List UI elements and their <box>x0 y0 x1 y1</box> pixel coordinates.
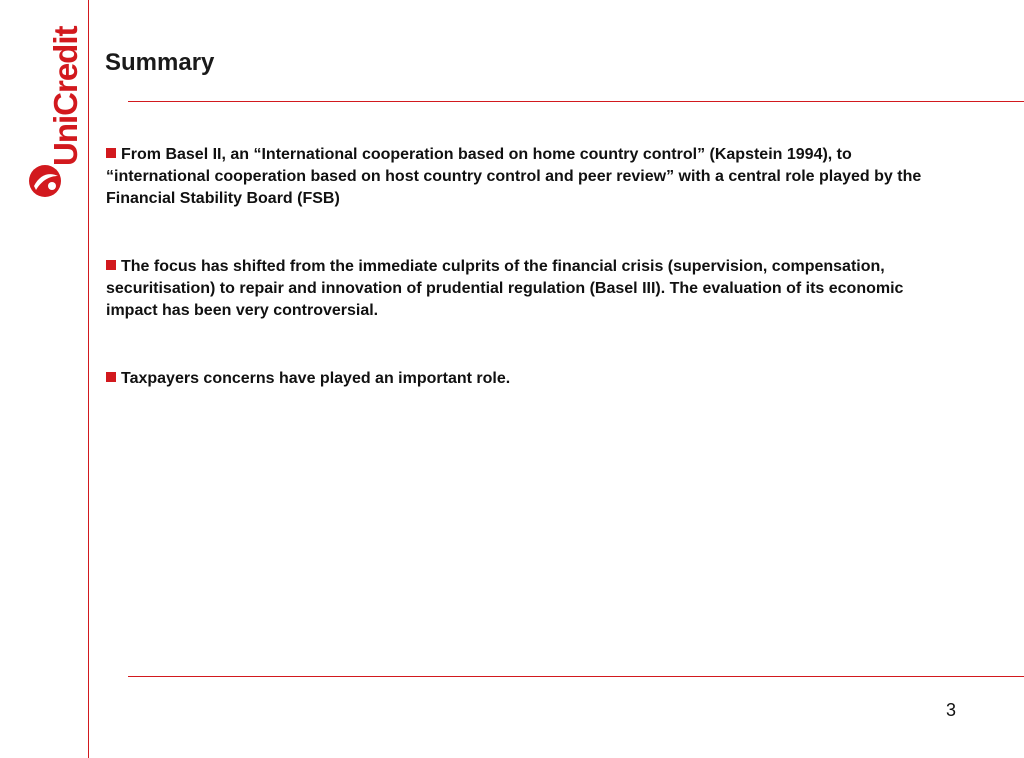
logo-wordmark: UniCredit <box>47 26 84 166</box>
page-number: 3 <box>946 700 957 720</box>
bullet-text: The focus has shifted from the immediate culprits of the financial crisis (supervision, compensation, securitisation) to repair and innovation of prudential regulation (Basel III). The evaluation of its economic impact has been very controversial. <box>106 258 904 319</box>
unicredit-logo-mark-icon <box>28 164 62 198</box>
bullet-text: From Basel II, an “International cooperation based on home country control” (Kapstein 1994), to “international cooperation based on host country control and peer review” with a central role played by the Financial Stability Board (FSB) <box>106 146 922 207</box>
page-title: Summary <box>105 49 215 76</box>
bullet-item <box>106 256 956 322</box>
bullet-text: Taxpayers concerns have played an important role. <box>121 370 511 387</box>
red-square-bullet-icon <box>106 260 116 270</box>
unicredit-logo <box>18 26 84 200</box>
footer-divider <box>128 676 1024 677</box>
bullet-item <box>106 144 956 210</box>
red-square-bullet-icon <box>106 372 116 382</box>
title-divider <box>128 101 1024 102</box>
bullet-item <box>106 368 956 390</box>
red-square-bullet-icon <box>106 148 116 158</box>
bullet-list <box>106 144 956 436</box>
left-vertical-rule <box>88 0 89 758</box>
